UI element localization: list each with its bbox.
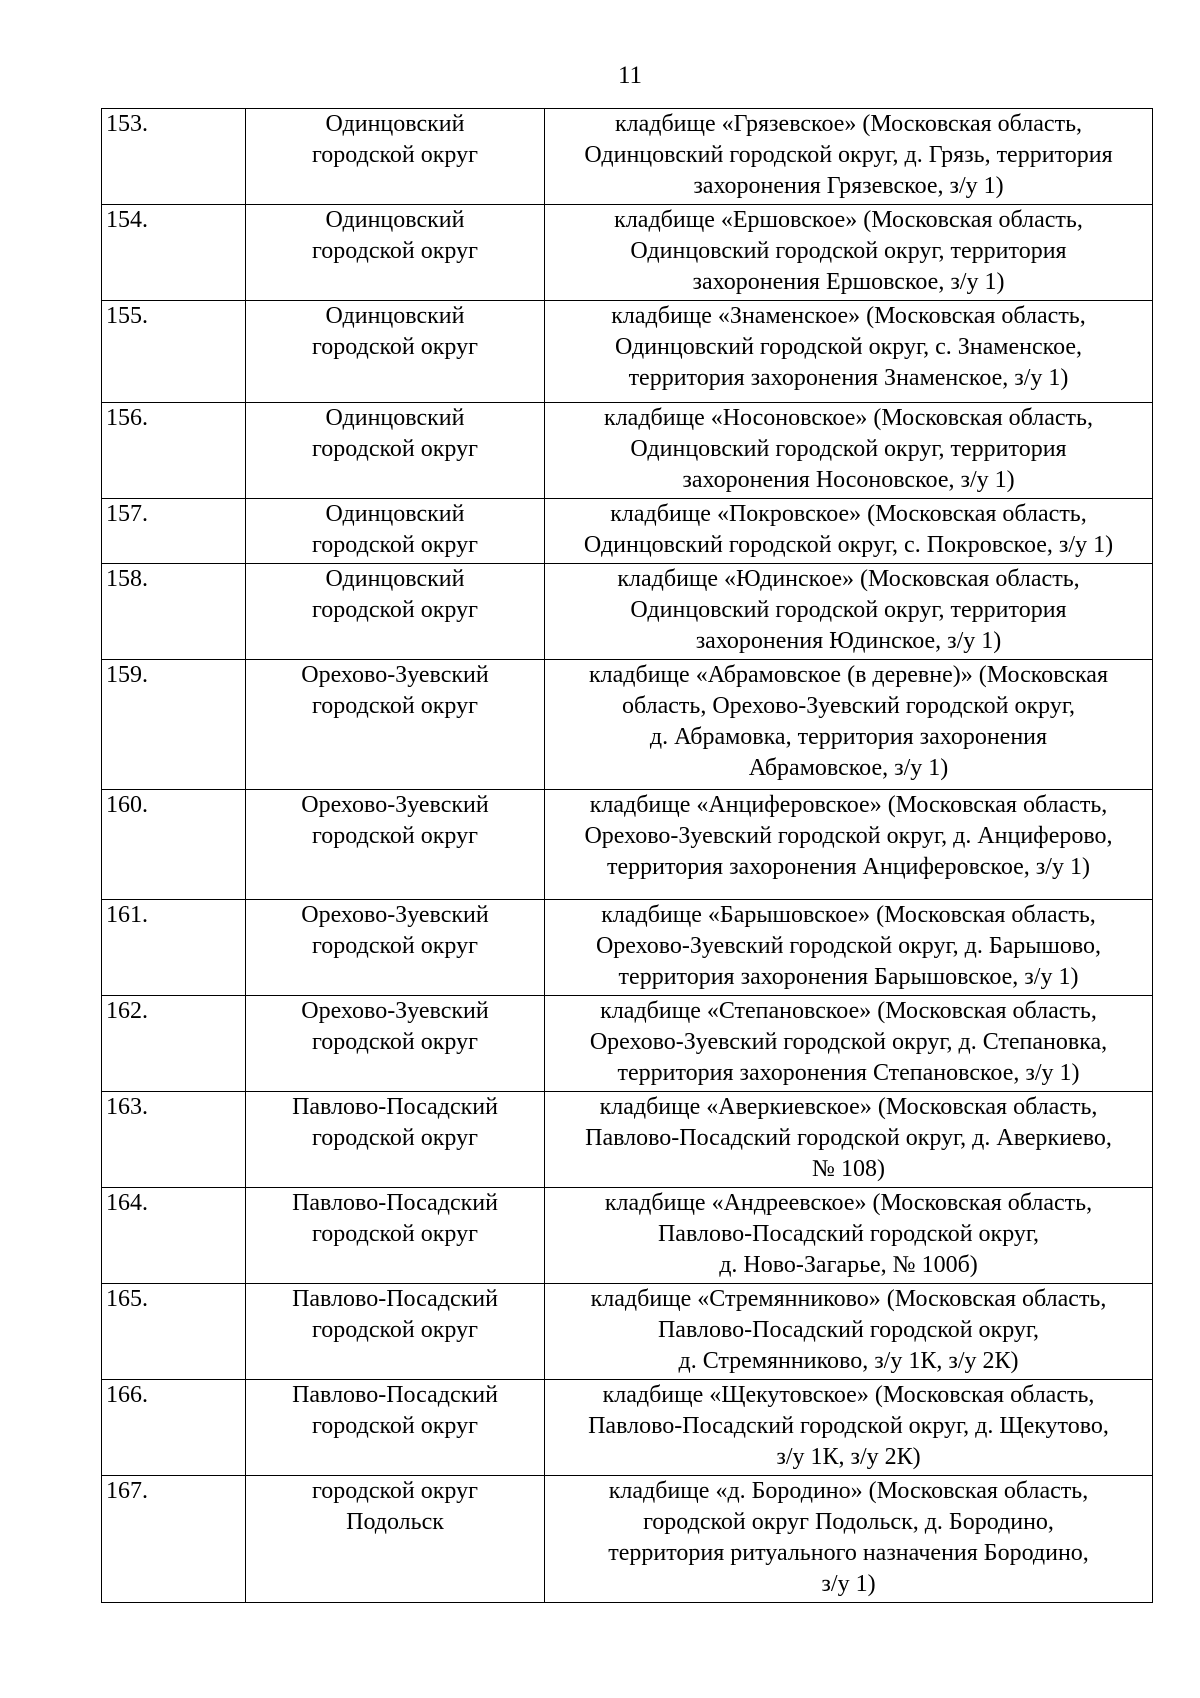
district-line: городской округ	[312, 532, 478, 558]
description-line: Одинцовский городской округ, д. Грязь, территория	[584, 142, 1113, 168]
district-cell	[246, 660, 545, 790]
row-number: 160.	[102, 790, 246, 900]
row-number: 153.	[102, 109, 246, 205]
description-line: кладбище «Анциферовское» (Московская область,	[589, 792, 1108, 818]
description-line: территория захоронения Знаменское, з/у 1)	[628, 365, 1069, 391]
table-row	[102, 1284, 1153, 1380]
district-line: Одинцовский	[325, 405, 465, 431]
description-line: Павлово-Посадский городской округ, д. Щекутово,	[588, 1413, 1109, 1439]
description-line: Одинцовский городской округ, с. Покровское, з/у 1)	[583, 532, 1114, 558]
row-number: 167.	[102, 1476, 246, 1603]
table-row	[102, 403, 1153, 499]
district-cell	[246, 499, 545, 564]
cemetery-description-cell	[545, 1188, 1153, 1284]
table-row	[102, 564, 1153, 660]
cemetery-description-cell	[545, 660, 1153, 790]
district-line: Орехово-Зуевский	[301, 662, 489, 688]
district-line: городской округ	[312, 693, 478, 719]
description-line: Орехово-Зуевский городской округ, д. Анциферово,	[584, 823, 1113, 849]
district-cell	[246, 205, 545, 301]
row-number: 162.	[102, 996, 246, 1092]
district-cell	[246, 301, 545, 403]
district-line: Одинцовский	[325, 207, 465, 233]
description-line: территория захоронения Барышовское, з/у 1)	[618, 964, 1079, 990]
page-number: 11	[617, 62, 643, 89]
row-number: 163.	[102, 1092, 246, 1188]
district-line: Одинцовский	[325, 303, 465, 329]
description-line: кладбище «Степановское» (Московская область,	[600, 998, 1097, 1024]
row-number: 161.	[102, 900, 246, 996]
description-line: д. Стремянниково, з/у 1К, з/у 2К)	[678, 1348, 1019, 1374]
district-line: Павлово-Посадский	[292, 1094, 498, 1120]
table-row	[102, 1476, 1153, 1603]
description-line: кладбище «Щекутовское» (Московская область,	[602, 1382, 1095, 1408]
row-number: 164.	[102, 1188, 246, 1284]
cemetery-description-cell	[545, 109, 1153, 205]
description-line: № 108)	[812, 1156, 885, 1182]
district-cell	[246, 900, 545, 996]
row-number: 154.	[102, 205, 246, 301]
description-line: Одинцовский городской округ, территория	[630, 597, 1067, 623]
district-line: городской округ	[312, 1221, 478, 1247]
description-line: Абрамовское, з/у 1)	[748, 755, 949, 781]
cemetery-description-cell	[545, 564, 1153, 660]
description-line: кладбище «д. Бородино» (Московская область,	[608, 1478, 1089, 1504]
district-line: городской округ	[312, 334, 478, 360]
description-line: Орехово-Зуевский городской округ, д. Степановка,	[589, 1029, 1108, 1055]
district-line: городской округ	[312, 1029, 478, 1055]
table-row	[102, 996, 1153, 1092]
district-line: Одинцовский	[325, 111, 465, 137]
description-line: Одинцовский городской округ, с. Знаменское,	[614, 334, 1083, 360]
row-number: 166.	[102, 1380, 246, 1476]
table-body	[102, 109, 1153, 1603]
description-line: з/у 1)	[821, 1571, 876, 1597]
cemetery-description-cell	[545, 900, 1153, 996]
description-line: кладбище «Грязевское» (Московская область,	[614, 111, 1083, 137]
district-cell	[246, 403, 545, 499]
row-number: 165.	[102, 1284, 246, 1380]
district-line: городской округ	[312, 933, 478, 959]
district-line: городской округ	[312, 436, 478, 462]
cemetery-description-cell	[545, 301, 1153, 403]
district-line: Орехово-Зуевский	[301, 902, 489, 928]
table-row	[102, 499, 1153, 564]
description-line: кладбище «Носоновское» (Московская область,	[604, 405, 1093, 431]
description-line: захоронения Носоновское, з/у 1)	[682, 467, 1015, 493]
cemetery-description-cell	[545, 205, 1153, 301]
district-line: городской округ	[312, 1125, 478, 1151]
description-line: захоронения Ершовское, з/у 1)	[692, 269, 1005, 295]
district-cell	[246, 790, 545, 900]
district-cell	[246, 1380, 545, 1476]
district-cell	[246, 1284, 545, 1380]
description-line: Павлово-Посадский городской округ,	[657, 1221, 1040, 1247]
table-row	[102, 109, 1153, 205]
district-cell	[246, 109, 545, 205]
description-line: кладбище «Знаменское» (Московская область,	[611, 303, 1086, 329]
description-line: д. Абрамовка, территория захоронения	[649, 724, 1048, 750]
description-line: кладбище «Стремянниково» (Московская область,	[590, 1286, 1107, 1312]
row-number: 155.	[102, 301, 246, 403]
district-line: городской округ	[312, 597, 478, 623]
district-line: городской округ	[312, 1413, 478, 1439]
description-line: Одинцовский городской округ, территория	[630, 238, 1067, 264]
description-line: з/у 1К, з/у 2К)	[776, 1444, 921, 1470]
table-row	[102, 900, 1153, 996]
description-line: городской округ Подольск, д. Бородино,	[643, 1509, 1054, 1535]
description-line: территория захоронения Степановское, з/у 1)	[617, 1060, 1080, 1086]
district-line: Одинцовский	[325, 501, 465, 527]
table-row	[102, 205, 1153, 301]
district-cell	[246, 996, 545, 1092]
description-line: кладбище «Аверкиевское» (Московская область,	[599, 1094, 1098, 1120]
cemetery-table	[101, 108, 1153, 1603]
description-line: Одинцовский городской округ, территория	[630, 436, 1067, 462]
cemetery-description-cell	[545, 499, 1153, 564]
district-line: Орехово-Зуевский	[301, 998, 489, 1024]
cemetery-description-cell	[545, 403, 1153, 499]
district-line: Подольск	[346, 1509, 444, 1535]
description-line: область, Орехово-Зуевский городской округ,	[622, 693, 1075, 719]
district-line: городской округ	[312, 238, 478, 264]
district-line: городской округ	[312, 1478, 478, 1504]
table-row	[102, 301, 1153, 403]
district-line: Павлово-Посадский	[292, 1190, 498, 1216]
district-cell	[246, 1476, 545, 1603]
row-number: 156.	[102, 403, 246, 499]
description-line: Павлово-Посадский городской округ,	[657, 1317, 1040, 1343]
district-cell	[246, 1188, 545, 1284]
description-line: территория захоронения Анциферовское, з/у 1)	[607, 854, 1090, 880]
cemetery-description-cell	[545, 1476, 1153, 1603]
description-line: кладбище «Ершовское» (Московская область,	[614, 207, 1083, 233]
cemetery-description-cell	[545, 1092, 1153, 1188]
district-line: Павлово-Посадский	[292, 1382, 498, 1408]
district-cell	[246, 1092, 545, 1188]
row-number: 158.	[102, 564, 246, 660]
table-row	[102, 1380, 1153, 1476]
description-line: д. Ново-Загарье, № 100б)	[719, 1252, 978, 1278]
table-row	[102, 660, 1153, 790]
district-line: городской округ	[312, 1317, 478, 1343]
description-line: кладбище «Покровское» (Московская область,	[610, 501, 1087, 527]
description-line: Павлово-Посадский городской округ, д. Аверкиево,	[585, 1125, 1112, 1151]
table-row	[102, 1188, 1153, 1284]
description-line: захоронения Юдинское, з/у 1)	[695, 628, 1002, 654]
row-number: 159.	[102, 660, 246, 790]
description-line: кладбище «Юдинское» (Московская область,	[617, 566, 1080, 592]
district-line: Одинцовский	[325, 566, 465, 592]
cemetery-description-cell	[545, 1380, 1153, 1476]
description-line: кладбище «Абрамовское (в деревне)» (Московская	[589, 662, 1108, 688]
description-line: захоронения Грязевское, з/у 1)	[693, 173, 1004, 199]
description-line: кладбище «Андреевское» (Московская область,	[604, 1190, 1093, 1216]
district-line: Павлово-Посадский	[292, 1286, 498, 1312]
cemetery-description-cell	[545, 1284, 1153, 1380]
description-line: Орехово-Зуевский городской округ, д. Барышово,	[595, 933, 1102, 959]
description-line: территория ритуального назначения Бородино,	[608, 1540, 1089, 1566]
table-row	[102, 790, 1153, 900]
district-line: городской округ	[312, 142, 478, 168]
description-line: кладбище «Барышовское» (Московская область,	[601, 902, 1096, 928]
cemetery-description-cell	[545, 996, 1153, 1092]
district-cell	[246, 564, 545, 660]
cemetery-description-cell	[545, 790, 1153, 900]
table-row	[102, 1092, 1153, 1188]
district-line: Орехово-Зуевский	[301, 792, 489, 818]
district-line: городской округ	[312, 823, 478, 849]
row-number: 157.	[102, 499, 246, 564]
